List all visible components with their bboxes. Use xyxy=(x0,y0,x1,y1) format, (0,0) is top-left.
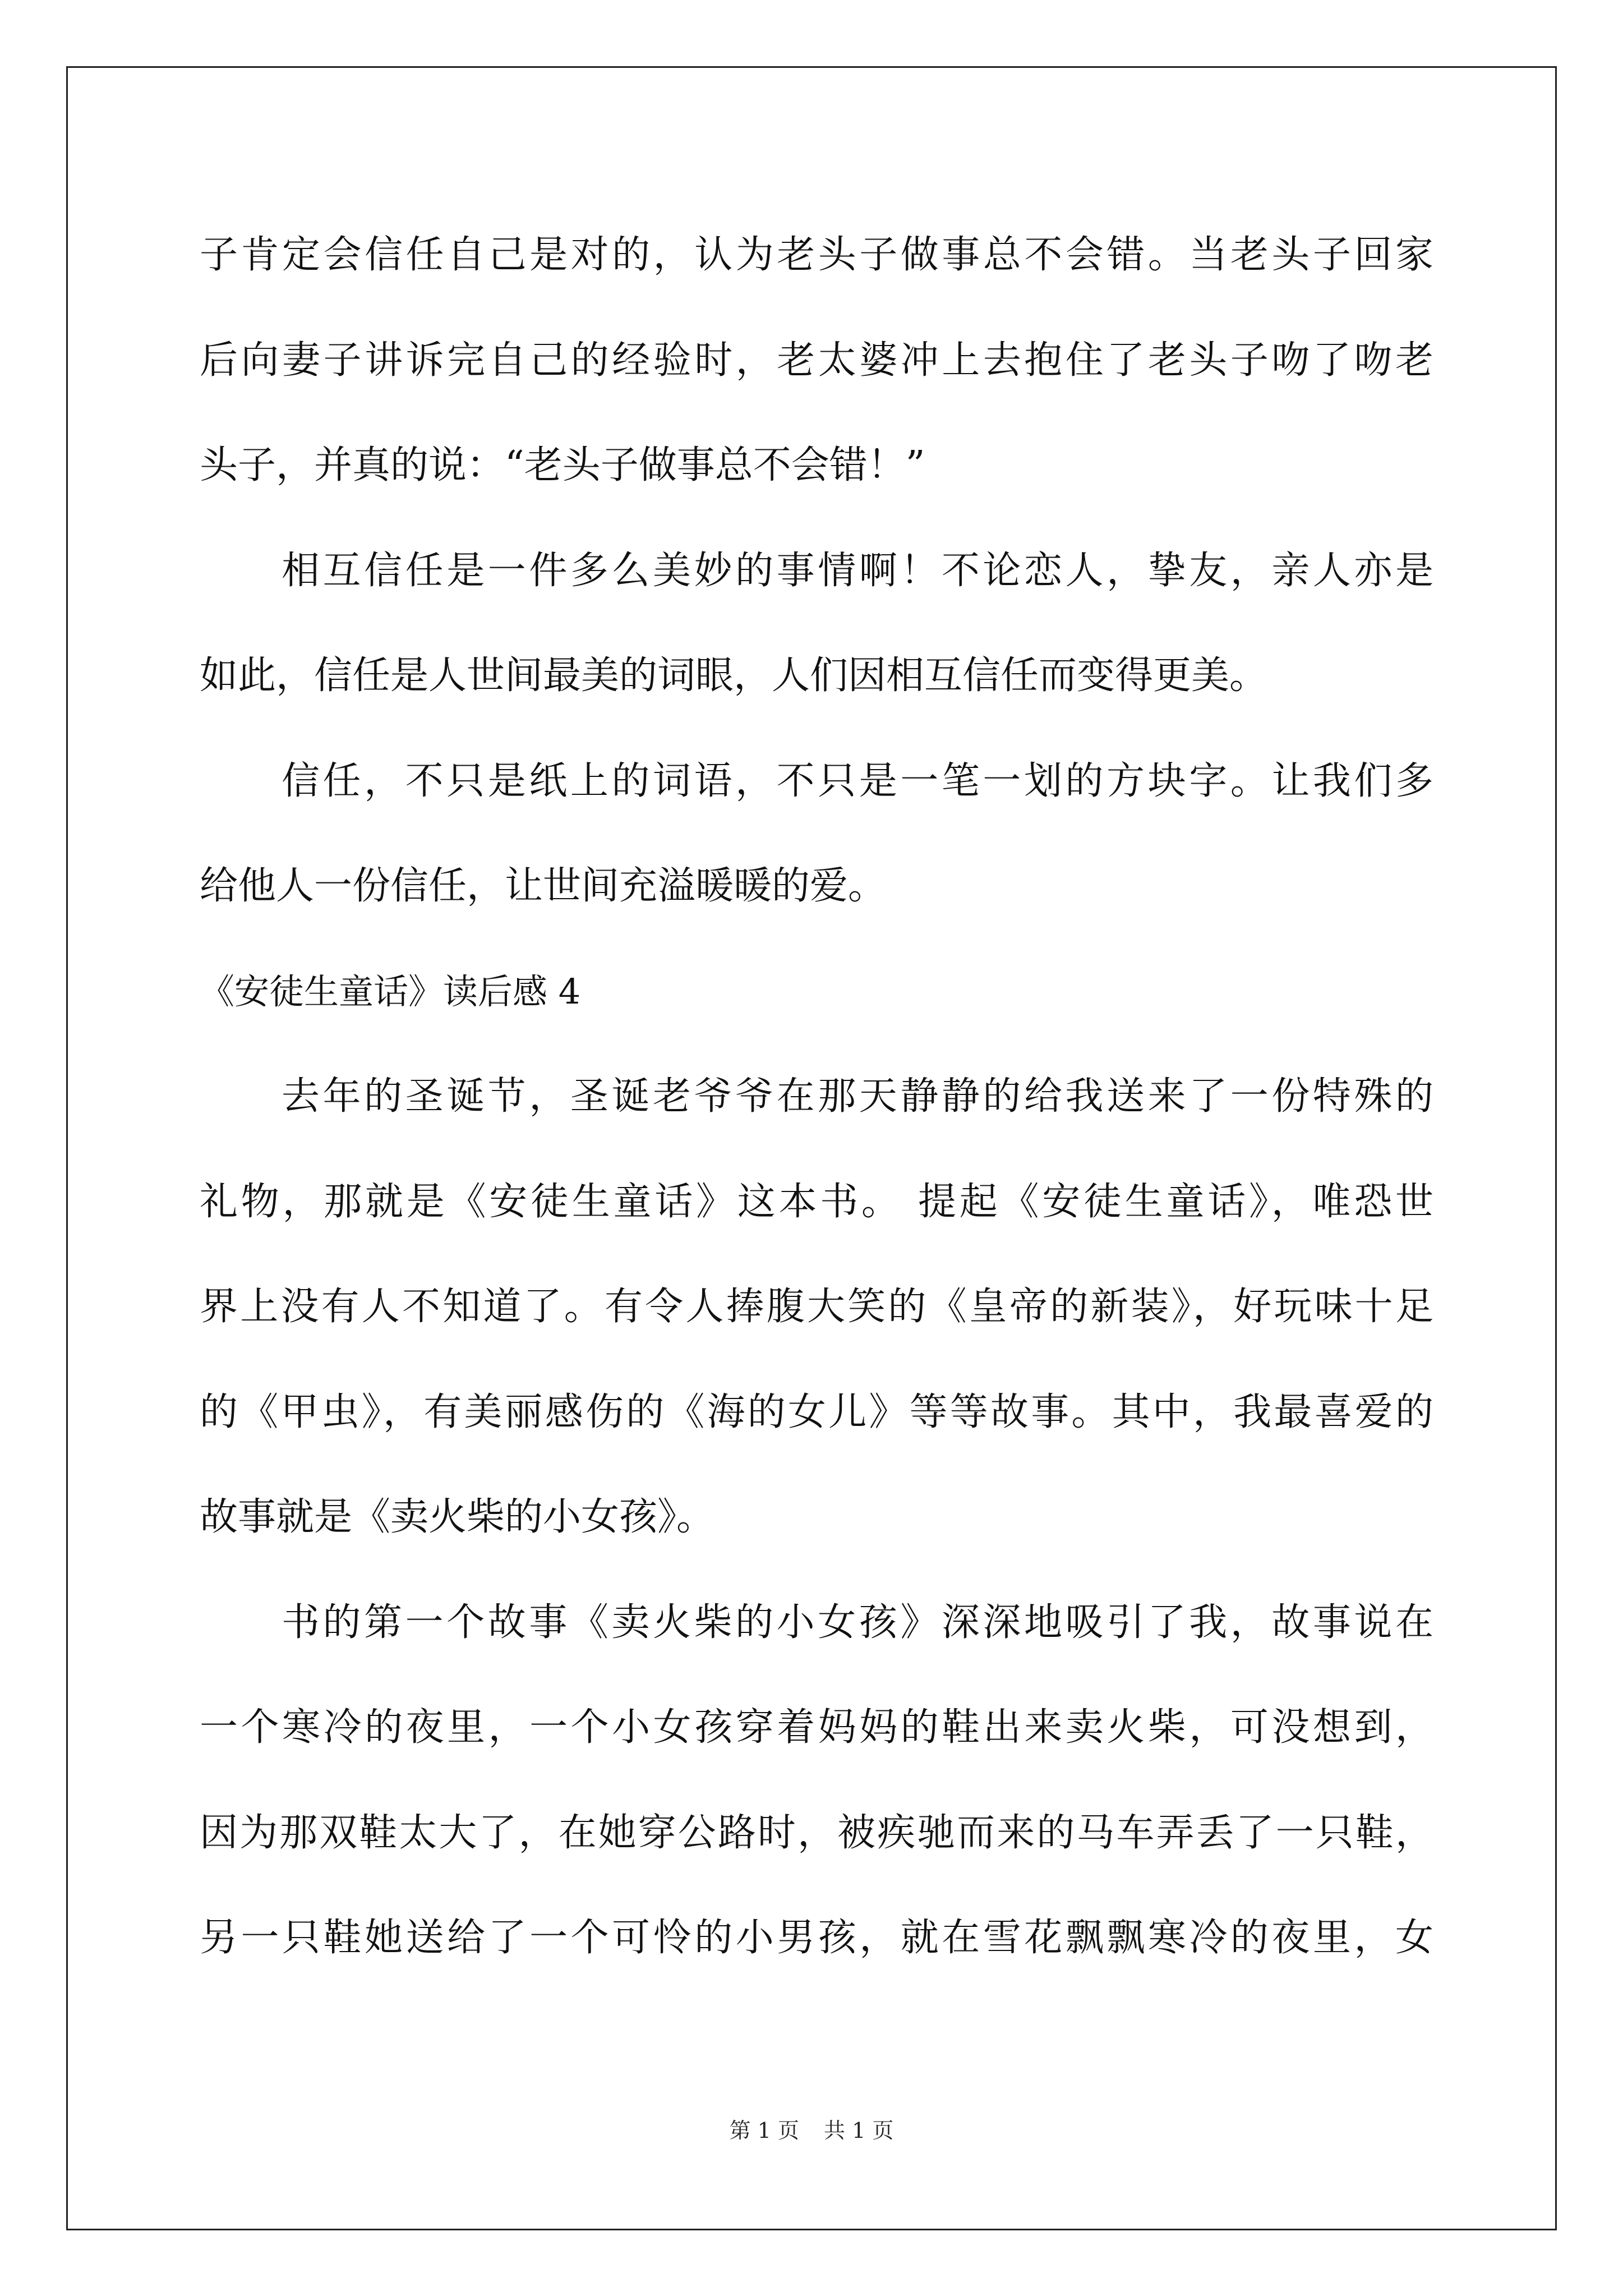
text-line: 一个寒冷的夜里，一个小女孩穿着妈妈的鞋出来卖火柴，可没想到， xyxy=(200,1705,1433,1750)
text-line: 子肯定会信任自己是对的，认为老头子做事总不会错。当老头子回家 xyxy=(200,233,1433,277)
text-line: 界上没有人不知道了。有令人捧腹大笑的《皇帝的新装》，好玩味十足 xyxy=(200,1285,1433,1329)
text-line: 因为那双鞋太大了，在她穿公路时，被疾驰而来的马车弄丢了一只鞋， xyxy=(200,1811,1433,1855)
paragraph-start-line: 书的第一个故事《卖火柴的小女孩》深深地吸引了我，故事说在 xyxy=(282,1600,1433,1645)
page-number-current: 第 1 页 xyxy=(729,2118,799,2143)
paragraph-start-line: 去年的圣诞节，圣诞老爷爷在那天静静的给我送来了一份特殊的 xyxy=(282,1074,1433,1119)
text-line: 头子，并真的说：“老头子做事总不会错！” xyxy=(200,443,925,487)
page-footer xyxy=(0,2114,1623,2147)
text-line: 故事就是《卖火柴的小女孩》。 xyxy=(200,1495,715,1539)
page-number-total: 共 1 页 xyxy=(824,2118,894,2143)
text-line: 后向妻子讲诉完自己的经验时，老太婆冲上去抱住了老头子吻了吻老 xyxy=(200,338,1433,383)
text-line: 的《甲虫》，有美丽感伤的《海的女儿》等等故事。其中，我最喜爱的 xyxy=(200,1390,1433,1434)
paragraph-start-line: 相互信任是一件多么美妙的事情啊！不论恋人，挚友，亲人亦是 xyxy=(282,549,1433,593)
text-line: 给他人一份信任，让世间充溢暖暖的爱。 xyxy=(200,864,887,908)
text-line: 另一只鞋她送给了一个可怜的小男孩，就在雪花飘飘寒冷的夜里，女 xyxy=(200,1916,1433,1960)
text-line: 礼物，那就是《安徒生童话》这本书。 提起《安徒生童话》，唯恐世 xyxy=(200,1180,1433,1224)
section-heading: 《安徒生童话》读后感 4 xyxy=(200,971,581,1012)
text-line: 如此，信任是人世间最美的词眼，人们因相互信任而变得更美。 xyxy=(200,654,1268,698)
paragraph-start-line: 信任，不只是纸上的词语，不只是一笔一划的方块字。让我们多 xyxy=(282,759,1433,803)
